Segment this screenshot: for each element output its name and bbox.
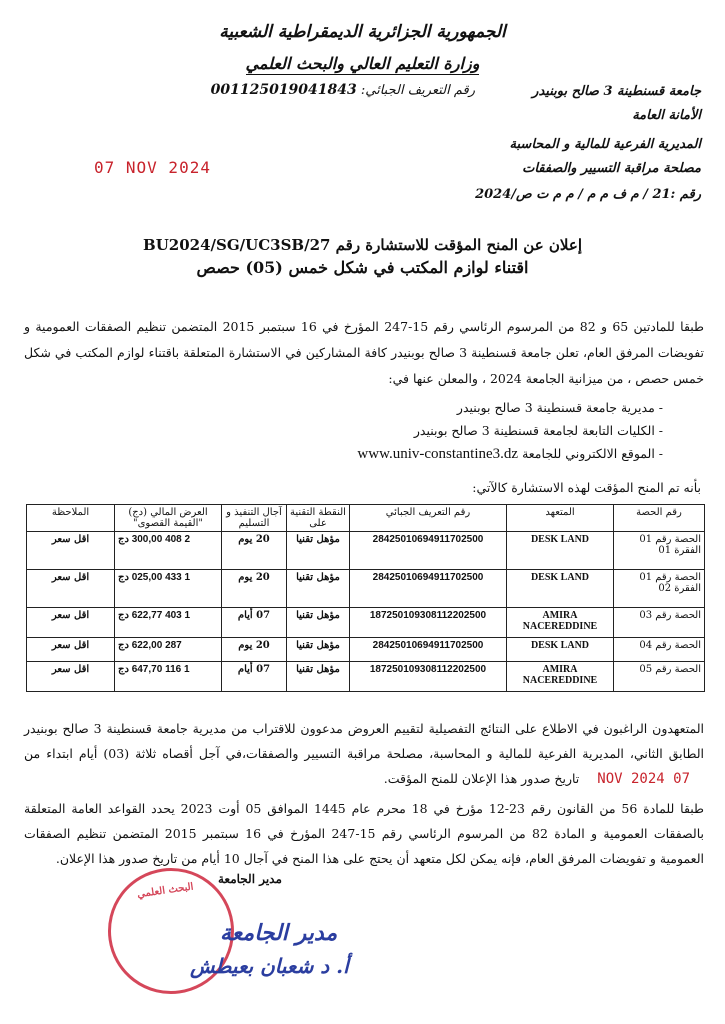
cell-note: اقل سعر xyxy=(27,662,115,692)
cell-nif: 28425010694911702500 xyxy=(350,532,507,570)
consultation-paragraph xyxy=(24,716,704,792)
cell-supplier: DESK LAND xyxy=(507,532,614,570)
consultation-text: المتعهدون الراغبون في الاطلاع على النتائج التفصيلية لتقييم العروض مدعوون للاقتراب من مديرية جامعة قسنطينة 3 صالح بوبنيدر الطابق الثاني، المديرية الفرعية للمالية و المحاسبة، مصلحة مراقبة التسيير والصفقات،في آجل أقصاه ثلاثة (03) أيام ابتداء من xyxy=(24,721,704,761)
tax-id-label: رقم التعريف الجبائي: xyxy=(360,83,475,98)
cell-lot: الحصة رقم 01 الفقرة 02 xyxy=(614,570,705,608)
consultation-text-end: تاريخ صدور هذا الإعلان للمنح المؤقت. xyxy=(383,771,580,786)
cell-tech: مؤهل تقنيا xyxy=(287,608,350,638)
table-row xyxy=(27,608,705,638)
cell-nif: 187250109308112202500 xyxy=(350,662,507,692)
cell-delay: 20 يوم xyxy=(222,638,287,662)
cell-note: اقل سعر xyxy=(27,532,115,570)
cell-delay: 07 أيام xyxy=(222,608,287,638)
col-header-supplier: المتعهد xyxy=(507,505,614,532)
list-item: - مديرية جامعة قسنطينة 3 صالح بوبنيدر xyxy=(263,396,663,419)
cell-amount: 2 408 300,00 دج xyxy=(115,532,222,570)
consultation-date-stamp: 07 NOV 2024 xyxy=(597,771,690,787)
tax-id-value: 001125019041843 xyxy=(210,82,357,98)
list-item-label: الموقع الالكتروني للجامعة xyxy=(522,446,655,461)
awards-table xyxy=(26,504,705,692)
col-header-delay: آجال التنفيذ و التسليم xyxy=(222,505,287,532)
table-intro: بأنه تم المنح المؤقت لهذه الاستشارة كالآتي: xyxy=(472,480,701,495)
cell-lot: الحصة رقم 05 xyxy=(614,662,705,692)
service-name: مصلحة مراقبة التسيير والصفقات xyxy=(522,161,701,176)
cell-supplier: AMIRA NACEREDDINE xyxy=(507,608,614,638)
table-row xyxy=(27,638,705,662)
cell-amount: 1 433 025,00 دج xyxy=(115,570,222,608)
ministry-header xyxy=(0,54,725,73)
director-stamp-name: أ. د شعبان بعيطش xyxy=(190,954,349,978)
website-link[interactable]: www.univ-constantine3.dz xyxy=(357,446,519,462)
cell-nif: 28425010694911702500 xyxy=(350,638,507,662)
sub-directorate: المديرية الفرعية للمالية و المحاسبة xyxy=(509,137,701,152)
cell-tech: مؤهل تقنيا xyxy=(287,638,350,662)
republic-header: الجمهورية الجزائرية الديمقراطية الشعبية xyxy=(219,22,506,42)
cell-tech: مؤهل تقنيا xyxy=(287,570,350,608)
cell-note: اقل سعر xyxy=(27,638,115,662)
appeal-paragraph: طبقا للمادة 56 من القانون رقم 23-12 مؤرخ في 18 محرم عام 1445 الموافق 05 أوت 2023 يحدد القواعد العامة المتعلقة بالصفقات العمومية و المادة 82 من المرسوم الرئاسي رقم 15-247 المؤرخ في 16 سبتمبر 2015 المتضمن تنظيم الصفقات العمومية و تفويضات المرفق العام، فإنه يمكن لكل متعهد أن يحتج على هذا المنح في آجال 10 أيام من تاريخ صدور هذا الإعلان. xyxy=(24,801,704,866)
cell-delay: 20 يوم xyxy=(222,532,287,570)
cell-tech: مؤهل تقنيا xyxy=(287,532,350,570)
col-header-nif: رقم التعريف الجبائي xyxy=(350,505,507,532)
table-row xyxy=(27,570,705,608)
ministry-name: وزارة التعليم العالي والبحث العلمي xyxy=(245,54,480,73)
cell-supplier: DESK LAND xyxy=(507,638,614,662)
seal-text: البحث العلمي xyxy=(136,881,195,901)
director-label: مدير الجامعة xyxy=(218,872,282,886)
cell-lot: الحصة رقم 04 xyxy=(614,638,705,662)
table-header-row xyxy=(27,505,705,532)
publication-list xyxy=(263,396,663,466)
cell-nif: 28425010694911702500 xyxy=(350,570,507,608)
list-item: - الكليات التابعة لجامعة قسنطينة 3 صالح بوبنيدر xyxy=(263,419,663,442)
cell-tech: مؤهل تقنيا xyxy=(287,662,350,692)
cell-supplier: DESK LAND xyxy=(507,570,614,608)
col-header-lot: رقم الحصة xyxy=(614,505,705,532)
table-row xyxy=(27,662,705,692)
cell-delay: 07 أيام xyxy=(222,662,287,692)
cell-note: اقل سعر xyxy=(27,570,115,608)
col-header-amount: العرض المالي (دج) "القيمة القصوى" xyxy=(115,505,222,532)
director-stamp-title: مدير الجامعة xyxy=(220,920,338,946)
cell-supplier: AMIRA NACEREDDINE xyxy=(507,662,614,692)
reference-number: رقم :21 / م ف م م / م م ت ص/2024 xyxy=(475,187,701,202)
university-name: جامعة قسنطينة 3 صالح بوبنيدر xyxy=(532,84,701,99)
table-row xyxy=(27,532,705,570)
cell-note: اقل سعر xyxy=(27,608,115,638)
announcement-subtitle: اقتناء لوازم المكتب في شكل خمس (05) حصص xyxy=(196,258,529,277)
date-stamp: 07 NOV 2024 xyxy=(94,158,211,177)
cell-lot: الحصة رقم 03 xyxy=(614,608,705,638)
cell-amount: 1 116 647,70 دج xyxy=(115,662,222,692)
cell-lot: الحصة رقم 01 الفقرة 01 xyxy=(614,532,705,570)
announcement-title: إعلان عن المنح المؤقت للاستشارة رقم BU2024/SG/UC3SB/27 xyxy=(143,236,582,254)
cell-nif: 187250109308112202500 xyxy=(350,608,507,638)
col-header-tech: النقطة التقنية على xyxy=(287,505,350,532)
tax-id xyxy=(55,82,475,98)
col-header-note: الملاحظة xyxy=(27,505,115,532)
list-item xyxy=(263,442,663,466)
cell-amount: 1 403 622,77 دج xyxy=(115,608,222,638)
cell-delay: 20 يوم xyxy=(222,570,287,608)
general-secretariat: الأمانة العامة xyxy=(632,108,701,123)
intro-paragraph: طبقا للمادتين 65 و 82 من المرسوم الرئاسي رقم 15-247 المؤرخ في 16 سبتمبر 2015 المتضمن تنظيم الصفقات العمومية و تفويضات المرفق العام، تعلن جامعة قسنطينة 3 صالح بوبنيدر كافة المشاركين في الاستشارة المتعلقة باقتناء لوازم المكتب في شكل خمس حصص ، من ميزانية الجامعة 2024 ، والمعلن عنها في: xyxy=(24,319,705,386)
cell-amount: 287 622,00 دج xyxy=(115,638,222,662)
